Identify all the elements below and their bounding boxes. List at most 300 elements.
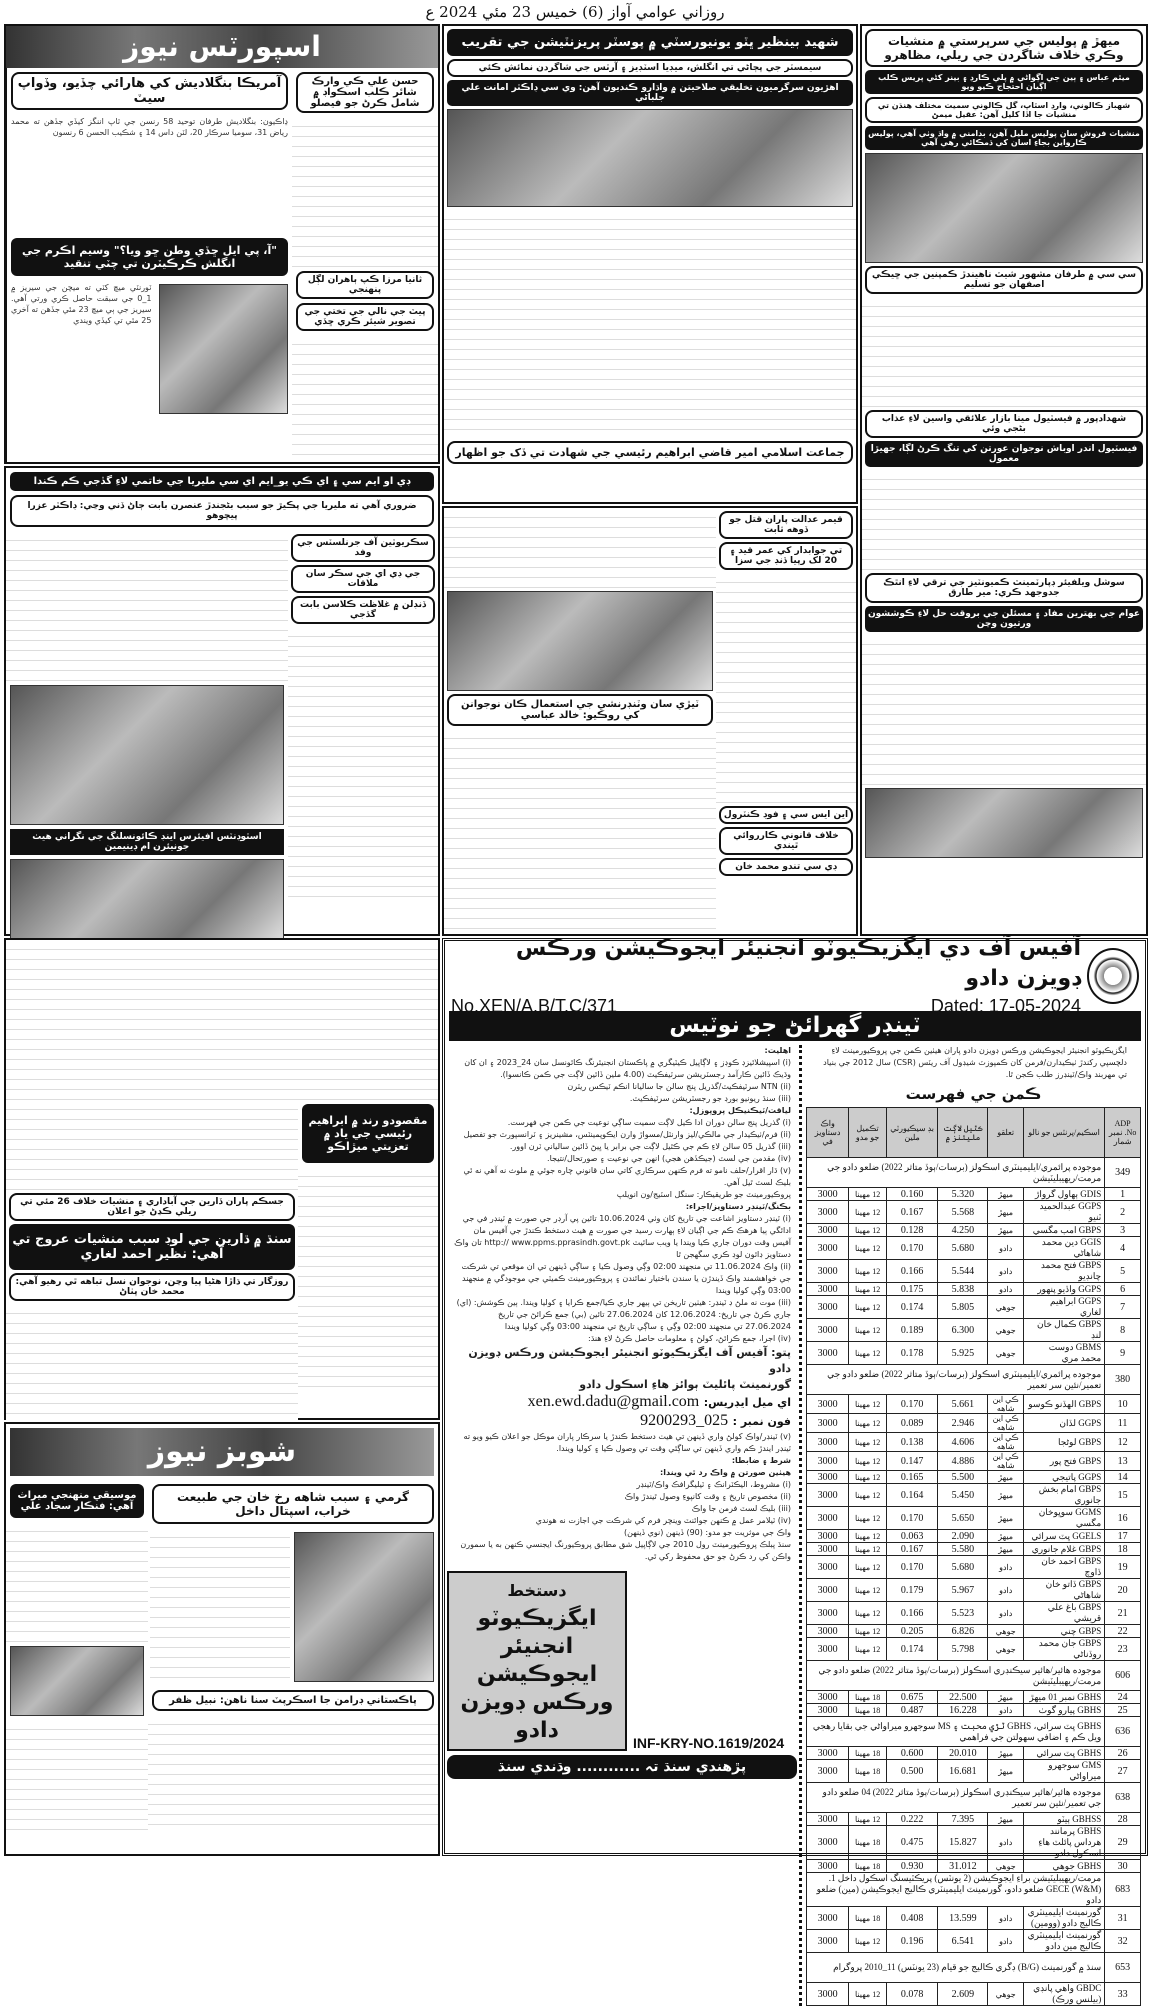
cell-name: GBDC واهي پانڊي (بيلنس ورڪ) bbox=[1023, 1983, 1104, 2006]
table-row bbox=[807, 1342, 1141, 1365]
cell-taluka: ميهڙ bbox=[988, 1691, 1023, 1704]
notice-list-item: (ii) واڪ 11.06.2024 تي منجهند 02:00 وڳي وصول ڪيا ۽ ساڳي ڏينهن تي ان موقعي تي شرڪت جي خواهشمند واڪ ڏيندڙن يا سندن باختيار نمائندن ۽ پروڪيورمينٽ ڪميٽي جي موجودگي ۾ منجهند 03:00 وڳي کوليا ويندا bbox=[461, 1262, 791, 1295]
cell-sn: 27 bbox=[1105, 1760, 1141, 1783]
table-header: تڪميل جو مدو bbox=[849, 1108, 887, 1158]
cell-bid: 0.165 bbox=[886, 1471, 937, 1484]
notice-list-item: (i) ٽينڊر دستاويز اشاعت جي تاريخ کان وٺي 10.06.2024 تائين پي آرڊر جي صورت ۾ ٽينڊر في جي ادائگي ٻيا هرهڪ ڪم جي اڳيان لاءِ ٻهارت رسيد جي صورت ۾ هيٺ دستخط ڪندڙ جي آفيس مان آفيس وقت دوران جاري ڪيا ويندا يا ويب سائيٽ http:// www.ppms.pprasindh.govt.pk تان واڪ دستاويز ڊائون لوڊ ڪري سگهجن ٿا bbox=[454, 1214, 791, 1259]
table-row bbox=[807, 1452, 1141, 1471]
cell-name: GGPS پاتيجي bbox=[1023, 1471, 1104, 1484]
cell-sn: 30 bbox=[1105, 1860, 1141, 1873]
table-row bbox=[807, 1907, 1141, 1930]
cell-dur: 12 مهينا bbox=[849, 1224, 887, 1237]
cell-dur: 12 مهينا bbox=[849, 1471, 887, 1484]
masthead-title: روزاني عوامي آواز (6) خميس 23 مئي 2024 ع bbox=[425, 3, 725, 21]
university-body-text bbox=[444, 210, 856, 438]
cell-name: GBPS جان محمد روڏناڻي bbox=[1023, 1638, 1104, 1661]
cell-bid: 0.170 bbox=[886, 1237, 937, 1260]
cell-dur: 12 مهينا bbox=[849, 1983, 887, 2006]
email-link[interactable]: xen.ewd.dadu@gmail.com bbox=[527, 1393, 700, 1410]
cell-fee: 3000 bbox=[807, 1983, 849, 2006]
cell-dur: 12 مهينا bbox=[849, 1296, 887, 1319]
cell-bid: 0.167 bbox=[886, 1543, 937, 1556]
cell-fee: 3000 bbox=[807, 1930, 849, 1953]
cell-sn: 9 bbox=[1105, 1342, 1141, 1365]
adp-number: 636 bbox=[1105, 1717, 1141, 1747]
cell-taluka: ميهڙ bbox=[988, 1530, 1023, 1543]
center-top-section bbox=[442, 24, 858, 504]
cell-cost: 5.680 bbox=[938, 1556, 988, 1579]
sppra-rule-text: سنڌ پبلڪ پروڪيورمينٽ رول 2010 جي لاڳاپيل شق مطابق پروڪيورنگ ايجنسي ڪنهن به يا سمورن واڪن کي رد ڪرڻ جو حق محفوظ رکي ٿي. bbox=[460, 1540, 791, 1561]
cell-dur: 12 مهينا bbox=[849, 1625, 887, 1638]
cell-cost: 2.946 bbox=[938, 1414, 988, 1433]
cell-name: GGPS ابراهيم لغاري bbox=[1023, 1296, 1104, 1319]
memorial-headline: مقصودو رند ۾ ابراهيم رئيسي جي ياد ۾ تعزيتي ميڙاڪو bbox=[302, 1104, 434, 1163]
notice-list-item: (iv) مقدمن جي لسٽ (جيڪڏهن هجي) انهن جي نوعيت ۽ صورتحال/نتيجا. bbox=[547, 1154, 791, 1163]
notice-list-item: (iii) موت نه ملڻ ڊ ٽينڊر: هيٺين تاريخن تي ٻيهر جاري ڪيا/جمع ڪرايا ۽ کوليا ويندا. ٻين ڪوشش: (اي) جاري ڪرڻ جي تاريخ: 12.06.2024 کان 27.06.2024 تائين (بي) جمع ڪرائڻ جي تاريخ 27.06.2024 تي منجهند 02:00 وڳي ۽ ساڳي تاريخ تي منجهند 03:00 وڳي کوليا ويندا bbox=[456, 1298, 791, 1331]
address-line-2: گورنمينٽ پائليٽ ٻوائز هاءِ اسڪول دادو bbox=[579, 1378, 791, 1391]
cell-name: GBPS امب مگسي bbox=[1023, 1224, 1104, 1237]
malaria-body-text bbox=[6, 531, 288, 681]
table-header: اسڪيم/پرنٽس جو نالو bbox=[1023, 1108, 1104, 1158]
rejection-title: هيٺين صورتن ۾ واڪ رد ٿي ويندا: bbox=[660, 1468, 791, 1477]
university-subheadline-1: سيمسٽر جي پڄاڻي تي انگلش، ميڊيا اسٽڊيز ۽ آرٽس جي شاگردن نمائش ڪئي bbox=[447, 59, 853, 77]
cell-cost: 5.925 bbox=[938, 1342, 988, 1365]
cell-fee: 3000 bbox=[807, 1860, 849, 1873]
cell-name: GBPS الهڏنو ڪوسو bbox=[1023, 1395, 1104, 1414]
table-row bbox=[807, 1691, 1141, 1704]
cell-name: GBPS ڏاتو خان شاهاڻي bbox=[1023, 1579, 1104, 1602]
table-row bbox=[807, 1556, 1141, 1579]
cell-name: GBPS غلام جانوري bbox=[1023, 1543, 1104, 1556]
signature-title: ايگزيڪيوٽو انجنيئر bbox=[477, 1606, 597, 1659]
cell-taluka: ميهڙ bbox=[988, 1760, 1023, 1783]
cell-name: GGIS دين محمد شاهاڻي bbox=[1023, 1237, 1104, 1260]
cell-fee: 3000 bbox=[807, 1433, 849, 1452]
table-row bbox=[807, 1602, 1141, 1625]
ssc-body-text bbox=[862, 297, 1146, 407]
cell-sn: 6 bbox=[1105, 1283, 1141, 1296]
nabeel-body-text bbox=[148, 1715, 438, 1825]
office-title: آفيس آف دي ايگزيڪيوٽو انجنيئر ايجوڪيشن ورڪس ڊويزن دادو bbox=[515, 936, 1081, 991]
social-welfare-body-text bbox=[862, 635, 1146, 785]
cell-bid: 0.500 bbox=[886, 1760, 937, 1783]
cell-cost: 6.826 bbox=[938, 1625, 988, 1638]
notice-list-item: (iv) اجرا، جمع ڪرائڻ، کولڻ ۽ معلومات حاصل ڪرڻ لاءِ هنڌ: bbox=[588, 1334, 791, 1343]
cell-fee: 3000 bbox=[807, 1283, 849, 1296]
cell-cost: 5.838 bbox=[938, 1283, 988, 1296]
cell-cost: 5.650 bbox=[938, 1507, 988, 1530]
table-row bbox=[807, 1484, 1141, 1507]
cell-sn: 15 bbox=[1105, 1484, 1141, 1507]
reference-number: No.XEN/A.B/T.C/371 bbox=[451, 996, 618, 1016]
table-row bbox=[807, 1296, 1141, 1319]
cell-name: GBPS ڪمال خان لنڊ bbox=[1023, 1319, 1104, 1342]
life-sentence-headline: تي جوابدار کي عمر قيد ۽ 20 لک رپيا ڏنڊ جي سزا bbox=[719, 542, 853, 570]
cell-bid: 0.147 bbox=[886, 1452, 937, 1471]
cell-sn: 28 bbox=[1105, 1813, 1141, 1826]
notice-list-item: (iii) سنڌ ريونيو بورڊ جو رجسٽريشن سرٽيفڪيٽ. bbox=[629, 1094, 791, 1103]
cell-fee: 3000 bbox=[807, 1224, 849, 1237]
table-header: تعلقو bbox=[988, 1108, 1023, 1158]
cell-dur: 18 مهينا bbox=[849, 1747, 887, 1760]
table-row bbox=[807, 1471, 1141, 1484]
cell-dur: 12 مهينا bbox=[849, 1260, 887, 1283]
cell-fee: 3000 bbox=[807, 1760, 849, 1783]
nsc-headline: اين ايس سي ۽ فوڊ ڪنٽرول bbox=[719, 806, 853, 824]
cell-fee: 3000 bbox=[807, 1414, 849, 1433]
cell-cost: 13.599 bbox=[938, 1907, 988, 1930]
table-row bbox=[807, 1826, 1141, 1860]
notice-list-item: (iii) گذريل 05 سالن لاءِ ڪم جي ڪٿيل لاڳت جي برابر يا ڀيڻ ڏائين سالياني ٽرن اوور. bbox=[509, 1142, 791, 1151]
cell-bid: 0.138 bbox=[886, 1433, 937, 1452]
cell-taluka: ميهڙ bbox=[988, 1543, 1023, 1556]
sports-headline-wasim-akram: "آ، پي ايل ڇڏي وطن ڇو ويا؟" وسيم اڪرم جي انگلش ڪرڪيٽرن تي چٽي تنقيد bbox=[11, 238, 288, 276]
email-label: اي ميل ايڊريس: bbox=[703, 1396, 791, 1409]
cell-taluka: دادو bbox=[988, 1704, 1023, 1717]
cell-dur: 12 مهينا bbox=[849, 1930, 887, 1953]
cell-sn: 20 bbox=[1105, 1579, 1141, 1602]
sports-headline-usa-bangladesh: آمريڪا بنگلاديش کي هارائي چڏيو، وڏواپ سيٽ bbox=[11, 72, 288, 110]
cell-cost: 15.827 bbox=[938, 1826, 988, 1860]
section-title: مرمت/ريهيبليٽيشن براءِ ايجوڪيشن (2 يونٽس) پريڪٽيسنگ اسڪول داخل 1. GECE (W&M) ضلعو دادو، گورنمينٽ ايليمينٽري ڪاليج ايجوڪيشن (مين) ضلعو دادو bbox=[807, 1873, 1105, 1907]
signature-division: ايجوڪيشن ورڪس ڊويزن bbox=[460, 1662, 614, 1715]
table-row bbox=[807, 1283, 1141, 1296]
festival-body-text bbox=[862, 470, 1146, 570]
cell-sn: 11 bbox=[1105, 1414, 1141, 1433]
cell-name: GGPS لڏان bbox=[1023, 1414, 1104, 1433]
notice-list-item: (i) مشروط، اليڪٽرانڪ ۽ ٽيليگرافڪ واڪ/ٽينڊر bbox=[636, 1480, 791, 1489]
cell-name: GBHS پرمانند هرداس پائلٽ هاءِ اسڪول دادو bbox=[1023, 1826, 1104, 1860]
cell-fee: 3000 bbox=[807, 1530, 849, 1543]
left-lower-section bbox=[4, 938, 440, 1420]
table-row bbox=[807, 1237, 1141, 1260]
cell-taluka: ميهڙ bbox=[988, 1201, 1023, 1224]
table-row bbox=[807, 1414, 1141, 1433]
cell-dur: 18 مهينا bbox=[849, 1826, 887, 1860]
cell-taluka: دادو bbox=[988, 1283, 1023, 1296]
bid-validity: واڪ جي موثريت جو مدو: (90) ڏينهن (نوي ڏينهن) bbox=[624, 1528, 791, 1537]
cell-cost: 5.450 bbox=[938, 1484, 988, 1507]
notice-date: Dated: 17-05-2024 bbox=[930, 996, 1081, 1016]
table-row bbox=[807, 1704, 1141, 1717]
cell-dur: 12 مهينا bbox=[849, 1201, 887, 1224]
cell-fee: 3000 bbox=[807, 1813, 849, 1826]
cell-cost: 20.010 bbox=[938, 1747, 988, 1760]
cell-sn: 24 bbox=[1105, 1691, 1141, 1704]
cell-bid: 0.128 bbox=[886, 1224, 937, 1237]
cell-name: گورنمينٽ ايليمينٽري ڪاليج مين دادو bbox=[1023, 1930, 1104, 1953]
cell-sn: 12 bbox=[1105, 1433, 1141, 1452]
cell-taluka: جوهي bbox=[988, 1319, 1023, 1342]
journalists-body-text bbox=[288, 627, 438, 897]
notice-list-item: (i) گذريل پنج سالن دوران ادا ڪيل لاڳت سميت ساڳي نوعيت جي ڪمن جي فهرست. bbox=[507, 1118, 791, 1127]
cell-taluka: جوهي bbox=[988, 1625, 1023, 1638]
cell-dur: 12 مهينا bbox=[849, 1579, 887, 1602]
cell-cost: 6.300 bbox=[938, 1319, 988, 1342]
cell-bid: 0.170 bbox=[886, 1507, 937, 1530]
cell-fee: 3000 bbox=[807, 1579, 849, 1602]
cell-taluka: جوهي bbox=[988, 1342, 1023, 1365]
sania-mirza-subhead: پيٽ جي نالي جي تختي جي تصوير شيئر ڪري ڇڏي bbox=[296, 303, 434, 331]
adp-number: 606 bbox=[1105, 1661, 1141, 1691]
cell-cost: 2.609 bbox=[938, 1983, 988, 2006]
cell-taluka: جوهي bbox=[988, 1638, 1023, 1661]
cell-fee: 3000 bbox=[807, 1638, 849, 1661]
cell-bid: 0.170 bbox=[886, 1556, 937, 1579]
cell-fee: 3000 bbox=[807, 1395, 849, 1414]
cell-dur: 12 مهينا bbox=[849, 1395, 887, 1414]
award-ceremony-photo bbox=[10, 685, 284, 825]
cell-taluka: ڪي اين شاهه bbox=[988, 1414, 1023, 1433]
cell-taluka: دادو bbox=[988, 1237, 1023, 1260]
cell-bid: 0.170 bbox=[886, 1395, 937, 1414]
cell-bid: 0.063 bbox=[886, 1530, 937, 1543]
cell-taluka: جوهي bbox=[988, 1860, 1023, 1873]
section-title: موجوده هائير/هائير سيڪنڊري اسڪولز (برسات/ٻوڏ متاثر 2022) ضلعو دادو جي مرمت/ريهيبليٽيشن bbox=[807, 1661, 1105, 1691]
cell-fee: 3000 bbox=[807, 1471, 849, 1484]
terms-title: شرط ۽ ضابطا: bbox=[731, 1456, 791, 1465]
table-section-row bbox=[807, 1783, 1141, 1813]
technical-title: لياقت/ٽيڪنيڪل پروپوزل: bbox=[689, 1106, 791, 1115]
cell-sn: 33 bbox=[1105, 1983, 1141, 2006]
cell-bid: 0.196 bbox=[886, 1930, 937, 1953]
cell-dur: 18 مهينا bbox=[849, 1760, 887, 1783]
cell-bid: 0.600 bbox=[886, 1747, 937, 1760]
cell-taluka: دادو bbox=[988, 1556, 1023, 1579]
table-row bbox=[807, 1747, 1141, 1760]
university-event-photo bbox=[447, 109, 853, 207]
section-title: موجوده پرائمري/ايليمينٽري اسڪولز (برسات/ٻوڏ متاثر 2022) ضلعو دادو جي مرمت/ريهيبليٽيشن bbox=[807, 1158, 1105, 1188]
cell-taluka: دادو bbox=[988, 1579, 1023, 1602]
students-affairs-caption: اسٽوڊنٽس افيئرس اينڊ ڪائونسلنگ جي نگراني هيٺ جونيئرن ام ڊينيمين bbox=[10, 829, 284, 855]
booking-title: بڪنگ/ٽينڊر دستاويز/اجراء: bbox=[685, 1202, 791, 1211]
cell-dur: 12 مهينا bbox=[849, 1543, 887, 1556]
notice-list-item: (ii) مخصوص تاريخ ۽ وقت کانپوءِ وصول ٿيندڙ واڪ bbox=[624, 1492, 791, 1501]
university-building-photo bbox=[10, 859, 284, 939]
cell-sn: 25 bbox=[1105, 1704, 1141, 1717]
cell-dur: 18 مهينا bbox=[849, 1691, 887, 1704]
table-row bbox=[807, 1760, 1141, 1783]
illegal-action-headline: خلاف قانوني ڪارروائي ٿيندي bbox=[719, 827, 853, 855]
cell-sn: 3 bbox=[1105, 1224, 1141, 1237]
ssc-headline: سي سي ۾ طرفان مشهور شيٽ ناهيندڙ ڪمپنين جي ڇيڪي اصفهان جو تسليم bbox=[865, 266, 1143, 294]
cell-cost: 5.805 bbox=[938, 1296, 988, 1319]
sindh-emblem-icon bbox=[1087, 948, 1139, 1004]
cell-dur: 12 مهينا bbox=[849, 1530, 887, 1543]
cell-bid: 0.189 bbox=[886, 1319, 937, 1342]
right-top-section bbox=[860, 24, 1148, 936]
cell-fee: 3000 bbox=[807, 1556, 849, 1579]
mehar-subhead-1: ميٿم عباس ۽ ٻين جي اڳواڻي ۾ پلي ڪارڊ ۽ بينر کڻي پريس ڪلب اڳيان احتجاج ڪيو ويو bbox=[865, 70, 1143, 94]
cell-fee: 3000 bbox=[807, 1237, 849, 1260]
adp-number: 349 bbox=[1105, 1158, 1141, 1188]
shahrukh-photo bbox=[294, 1532, 434, 1682]
cell-dur: 12 مهينا bbox=[849, 1237, 887, 1260]
works-table bbox=[806, 1107, 1141, 2006]
sports-body-text bbox=[292, 117, 438, 267]
cell-name: GBHS جوهي bbox=[1023, 1860, 1104, 1873]
sajjad-ali-headline: موسيقي منهنجي ميراث آهي: فنڪار سجاد علي bbox=[10, 1484, 144, 1518]
cell-dur: 12 مهينا bbox=[849, 1414, 887, 1433]
cell-sn: 26 bbox=[1105, 1747, 1141, 1760]
sajjad-ali-photo bbox=[10, 1646, 144, 1716]
cell-fee: 3000 bbox=[807, 1625, 849, 1638]
mehar-subhead-2: شهباز ڪالوني، وارڊ اسٽاپ، گل ڪالوني سميت مختلف هنڌن تي منشيات جا اڏا کليل آهن: عقيل ميمڻ bbox=[865, 97, 1143, 123]
cell-bid: 0.408 bbox=[886, 1907, 937, 1930]
opening-holiday-clause: (v) ٽينڊر/واڪ کولڻ واري ڏينهن تي هيٺ دستخط ڪندڙ يا سرڪار پاران موڪل جو اعلان ڪيو ويو ته ٽينڊر ايندڙ ڪم واري ڏينهن تي ساڳئي وقت تي وصول ڪيا ۽ کوليا ويندا. bbox=[463, 1432, 791, 1453]
cell-name: GBHS نمبر 01 ميهڙ bbox=[1023, 1691, 1104, 1704]
sajjad-body-text-2 bbox=[6, 1720, 148, 1830]
cell-taluka: دادو bbox=[988, 1602, 1023, 1625]
table-section-row bbox=[807, 1365, 1141, 1395]
cell-cost: 5.680 bbox=[938, 1237, 988, 1260]
cell-sn: 18 bbox=[1105, 1543, 1141, 1556]
cell-sn: 8 bbox=[1105, 1319, 1141, 1342]
sania-body-text bbox=[292, 335, 438, 455]
society-body-text bbox=[6, 940, 298, 1190]
cell-taluka: جوهي bbox=[988, 1296, 1023, 1319]
cell-dur: 12 مهينا bbox=[849, 1433, 887, 1452]
table-header: واڪ دستاويز في bbox=[807, 1108, 849, 1158]
cell-sn: 32 bbox=[1105, 1930, 1141, 1953]
table-row bbox=[807, 1625, 1141, 1638]
cell-bid: 0.164 bbox=[886, 1484, 937, 1507]
table-row bbox=[807, 1860, 1141, 1873]
cell-fee: 3000 bbox=[807, 1296, 849, 1319]
notice-list-item: (v) ڌار اقرار/حلف نامو ته فرم ڪنهن سرڪاري کاتي سان قانوني چاره جوئي ۾ ملوث نه آهي نه ئي بليڪ لسٽ ٿيل آهي. bbox=[463, 1166, 791, 1187]
cell-fee: 3000 bbox=[807, 1201, 849, 1224]
notice-list-item: (iii) بليڪ لسٽ فرمن جا واڪ bbox=[691, 1504, 791, 1513]
cell-name: GBHS ڀٽ سرائي bbox=[1023, 1747, 1104, 1760]
table-section-row bbox=[807, 1873, 1141, 1907]
cell-sn: 19 bbox=[1105, 1556, 1141, 1579]
table-row bbox=[807, 1983, 1141, 2006]
cell-taluka: ميهڙ bbox=[988, 1747, 1023, 1760]
journalists-box-2: جي ڊي اي جي سڪر سان ملاقات bbox=[291, 565, 435, 593]
notice-list-item: (ii) فرم/ٺيڪيدار جي مالڪي/ليز وارنٽل/مسواڙ وارن ايڪوپمينٽس، مشينريز ۽ ٽرانسپورٽ جو تفصيل bbox=[463, 1130, 791, 1139]
cell-name: GBPS احمد خان ڏاوچ bbox=[1023, 1556, 1104, 1579]
cell-sn: 7 bbox=[1105, 1296, 1141, 1319]
cell-taluka: ميهڙ bbox=[988, 1813, 1023, 1826]
cell-fee: 3000 bbox=[807, 1826, 849, 1860]
cell-fee: 3000 bbox=[807, 1452, 849, 1471]
cell-taluka: ميهڙ bbox=[988, 1471, 1023, 1484]
table-header: بڊ سيڪيورٽي ملين bbox=[886, 1108, 937, 1158]
cell-bid: 0.179 bbox=[886, 1579, 937, 1602]
cell-bid: 0.475 bbox=[886, 1826, 937, 1860]
cell-taluka: ڪي اين شاهه bbox=[988, 1395, 1023, 1414]
signature-block bbox=[447, 1571, 627, 1751]
table-header: ADP No. نمبر شمار bbox=[1105, 1108, 1141, 1158]
signature-city: دادو bbox=[515, 1718, 559, 1743]
cell-bid: 0.167 bbox=[886, 1201, 937, 1224]
cell-bid: 0.205 bbox=[886, 1625, 937, 1638]
cell-bid: 0.174 bbox=[886, 1296, 937, 1319]
showbiz-section bbox=[4, 1422, 440, 1856]
social-welfare-subhead: عوام جي بهترين مفاد ۽ مسئلن جي بروقت حل لاءِ ڪوششون ورتيون وڃن bbox=[865, 606, 1143, 632]
cell-fee: 3000 bbox=[807, 1602, 849, 1625]
sports-headline-hasan-ali: حسن علي ڪي وارڪ شائر ڪلب اسڪواڊ ۾ شامل ڪرڻ جو فيصلو bbox=[296, 72, 434, 113]
works-list-title: ڪمن جي فهرست bbox=[905, 1085, 1042, 1103]
showbiz-banner: شوبز نيوز bbox=[10, 1428, 434, 1476]
table-header: ڪٿيل لاڳت مليئنز ۾ bbox=[938, 1108, 988, 1158]
cell-dur: 12 مهينا bbox=[849, 1556, 887, 1579]
jamaat-headline: جماعت اسلامي امير قاضي ابراهيم رئيسي جي شهادت تي ڏک جو اظهار bbox=[447, 441, 853, 464]
cell-cost: 5.544 bbox=[938, 1260, 988, 1283]
cell-dur: 12 مهينا bbox=[849, 1638, 887, 1661]
cell-taluka: دادو bbox=[988, 1907, 1023, 1930]
cell-name: GBHS پيارو گوٺ bbox=[1023, 1704, 1104, 1717]
cell-cost: 6.541 bbox=[938, 1930, 988, 1953]
cell-sn: 4 bbox=[1105, 1237, 1141, 1260]
eligibility-list bbox=[447, 1057, 797, 1105]
table-row bbox=[807, 1319, 1141, 1342]
cell-cost: 5.967 bbox=[938, 1579, 988, 1602]
table-row bbox=[807, 1638, 1141, 1661]
cell-sn: 17 bbox=[1105, 1530, 1141, 1543]
address-line-1: پتو: آفيس آف ايگزيڪيوٽو انجنيئر ايجوڪيشن ورڪس ڊويزن دادو bbox=[468, 1346, 791, 1375]
phone-number: 025_9200293 bbox=[640, 1412, 729, 1429]
phone-label: فون نمبر : bbox=[732, 1415, 791, 1428]
table-row bbox=[807, 1395, 1141, 1414]
cell-fee: 3000 bbox=[807, 1260, 849, 1283]
cell-sn: 1 bbox=[1105, 1188, 1141, 1201]
wasim-akram-photo bbox=[159, 284, 288, 414]
cell-taluka: ميهڙ bbox=[988, 1188, 1023, 1201]
cell-sn: 10 bbox=[1105, 1395, 1141, 1414]
cell-sn: 29 bbox=[1105, 1826, 1141, 1860]
cell-name: GBHSS ٻيٽو bbox=[1023, 1813, 1104, 1826]
cell-name: GBPS لوڻجا bbox=[1023, 1433, 1104, 1452]
cell-cost: 5.523 bbox=[938, 1602, 988, 1625]
cell-cost: 4.606 bbox=[938, 1433, 988, 1452]
table-row bbox=[807, 1930, 1141, 1953]
cell-dur: 12 مهينا bbox=[849, 1319, 887, 1342]
cell-cost: 31.012 bbox=[938, 1860, 988, 1873]
cell-sn: 21 bbox=[1105, 1602, 1141, 1625]
cell-fee: 3000 bbox=[807, 1507, 849, 1530]
notice-list-item: (iv) ٽيلامر عمل ۾ ڪنهن جوائنٽ وينچر فرم کي شرڪت جي اجازت نه هوندي bbox=[535, 1516, 791, 1525]
cell-name: GBMS دوست محمد مري bbox=[1023, 1342, 1104, 1365]
cell-dur: 12 مهينا bbox=[849, 1602, 887, 1625]
section-title: GBHS ڀٽ سرائي، GBHS ٽڙي محبت ۽ MS سوجهرو ميراواڻي جي بقايا رهجي ويل ڪم ۽ اضافي سهولتن جي فراهمي bbox=[807, 1717, 1105, 1747]
cell-name: گورنمينٽ ايليمينٽري ڪاليج دادو (وومين) bbox=[1023, 1907, 1104, 1930]
cell-dur: 18 مهينا bbox=[849, 1860, 887, 1873]
drugs-youth-headline: ٽيڙي سان وٽنڊرنشي جي استعمال ڪان نوجوانن کي روڪيو: خالد عباسي bbox=[447, 694, 713, 726]
shahrukh-body-text bbox=[150, 1528, 290, 1678]
jamaat-body-text bbox=[444, 508, 716, 588]
cell-bid: 0.166 bbox=[886, 1602, 937, 1625]
cell-taluka: جوهي bbox=[988, 1983, 1023, 2006]
iran-embassy-photo bbox=[447, 591, 713, 691]
cell-cost: 2.090 bbox=[938, 1530, 988, 1543]
table-row bbox=[807, 1188, 1141, 1201]
shahrukh-headline: گرمي ۽ سبب شاهه رخ خان جي طبيعت خراب، اسپتال داخل bbox=[152, 1484, 434, 1524]
cell-dur: 12 مهينا bbox=[849, 1484, 887, 1507]
cell-dur: 12 مهينا bbox=[849, 1342, 887, 1365]
adp-number: 638 bbox=[1105, 1783, 1141, 1813]
journalists-box-1: سڪريوٽين آف جرنلسٽس جي وفد bbox=[291, 534, 435, 562]
cell-name: GDIS ٻهاول گرواڙ bbox=[1023, 1188, 1104, 1201]
table-row bbox=[807, 1201, 1141, 1224]
center-mid-section bbox=[442, 506, 858, 936]
cell-fee: 3000 bbox=[807, 1188, 849, 1201]
cell-taluka: دادو bbox=[988, 1826, 1023, 1860]
sports-section bbox=[4, 24, 440, 464]
cell-cost: 4.250 bbox=[938, 1224, 988, 1237]
left-mid-section bbox=[4, 466, 440, 936]
cell-fee: 3000 bbox=[807, 1704, 849, 1717]
